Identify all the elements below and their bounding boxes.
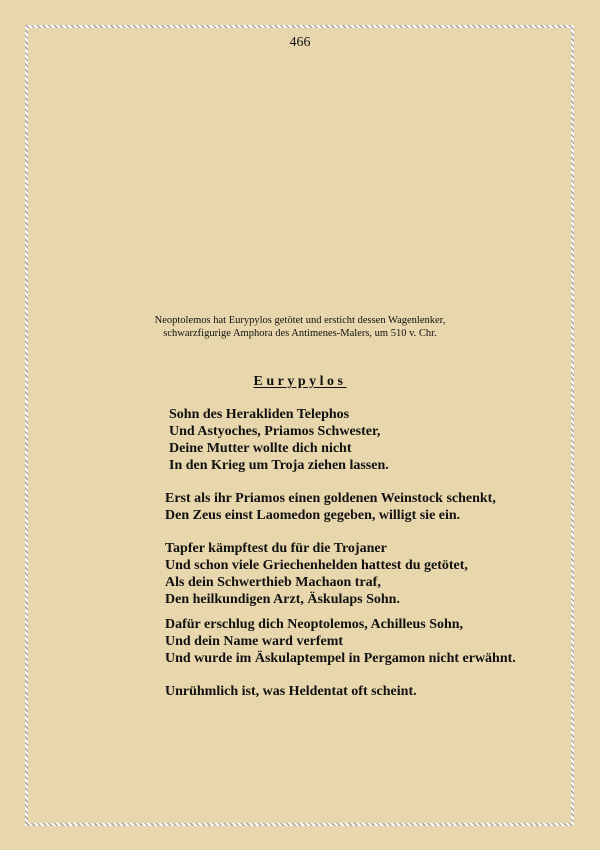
poem-line: Erst als ihr Priamos einen goldenen Weinstock schenkt, [165,491,496,506]
poem-line: Und Astyoches, Priamos Schwester, [169,424,381,439]
poem-line: Und dein Name ward verfemt [165,634,344,649]
image-caption [0,314,600,340]
poem-line: Und schon viele Griechenhelden hattest du getötet, [165,558,468,573]
poem-line: Und wurde im Äskulaptempel in Pergamon nicht erwähnt. [165,651,516,666]
stanza-4 [165,616,516,667]
poem-title: Eurypylos [253,374,347,389]
poem-line: Dafür erschlug dich Neoptolemos, Achilleus Sohn, [165,617,464,632]
poem-line: Tapfer kämpftest du für die Trojaner [165,541,387,556]
caption-line-1: Neoptolemos hat Eurypylos getötet und ersticht dessen Wagenlenker, [154,315,446,326]
caption-line-2: schwarzfigurige Amphora des Antimenes-Malers, um 510 v. Chr. [163,328,437,339]
stanza-1 [169,406,389,474]
stanza-2 [165,490,496,524]
poem-line: In den Krieg um Troja ziehen lassen. [169,458,389,473]
poem-line: Deine Mutter wollte dich nicht [169,441,352,456]
poem-line: Den heilkundigen Arzt, Äskulaps Sohn. [165,592,400,607]
poem-line: Unrühmlich ist, was Heldentat oft scheint. [165,684,417,699]
poem-line: Als dein Schwerthieb Machaon traf, [165,575,381,590]
poem-line: Den Zeus einst Laomedon gegeben, willigt sie ein. [165,508,461,523]
stanza-5 [165,683,417,700]
stanza-3 [165,540,468,608]
page-number: 466 [289,35,311,50]
poem-line: Sohn des Herakliden Telephos [169,407,350,422]
